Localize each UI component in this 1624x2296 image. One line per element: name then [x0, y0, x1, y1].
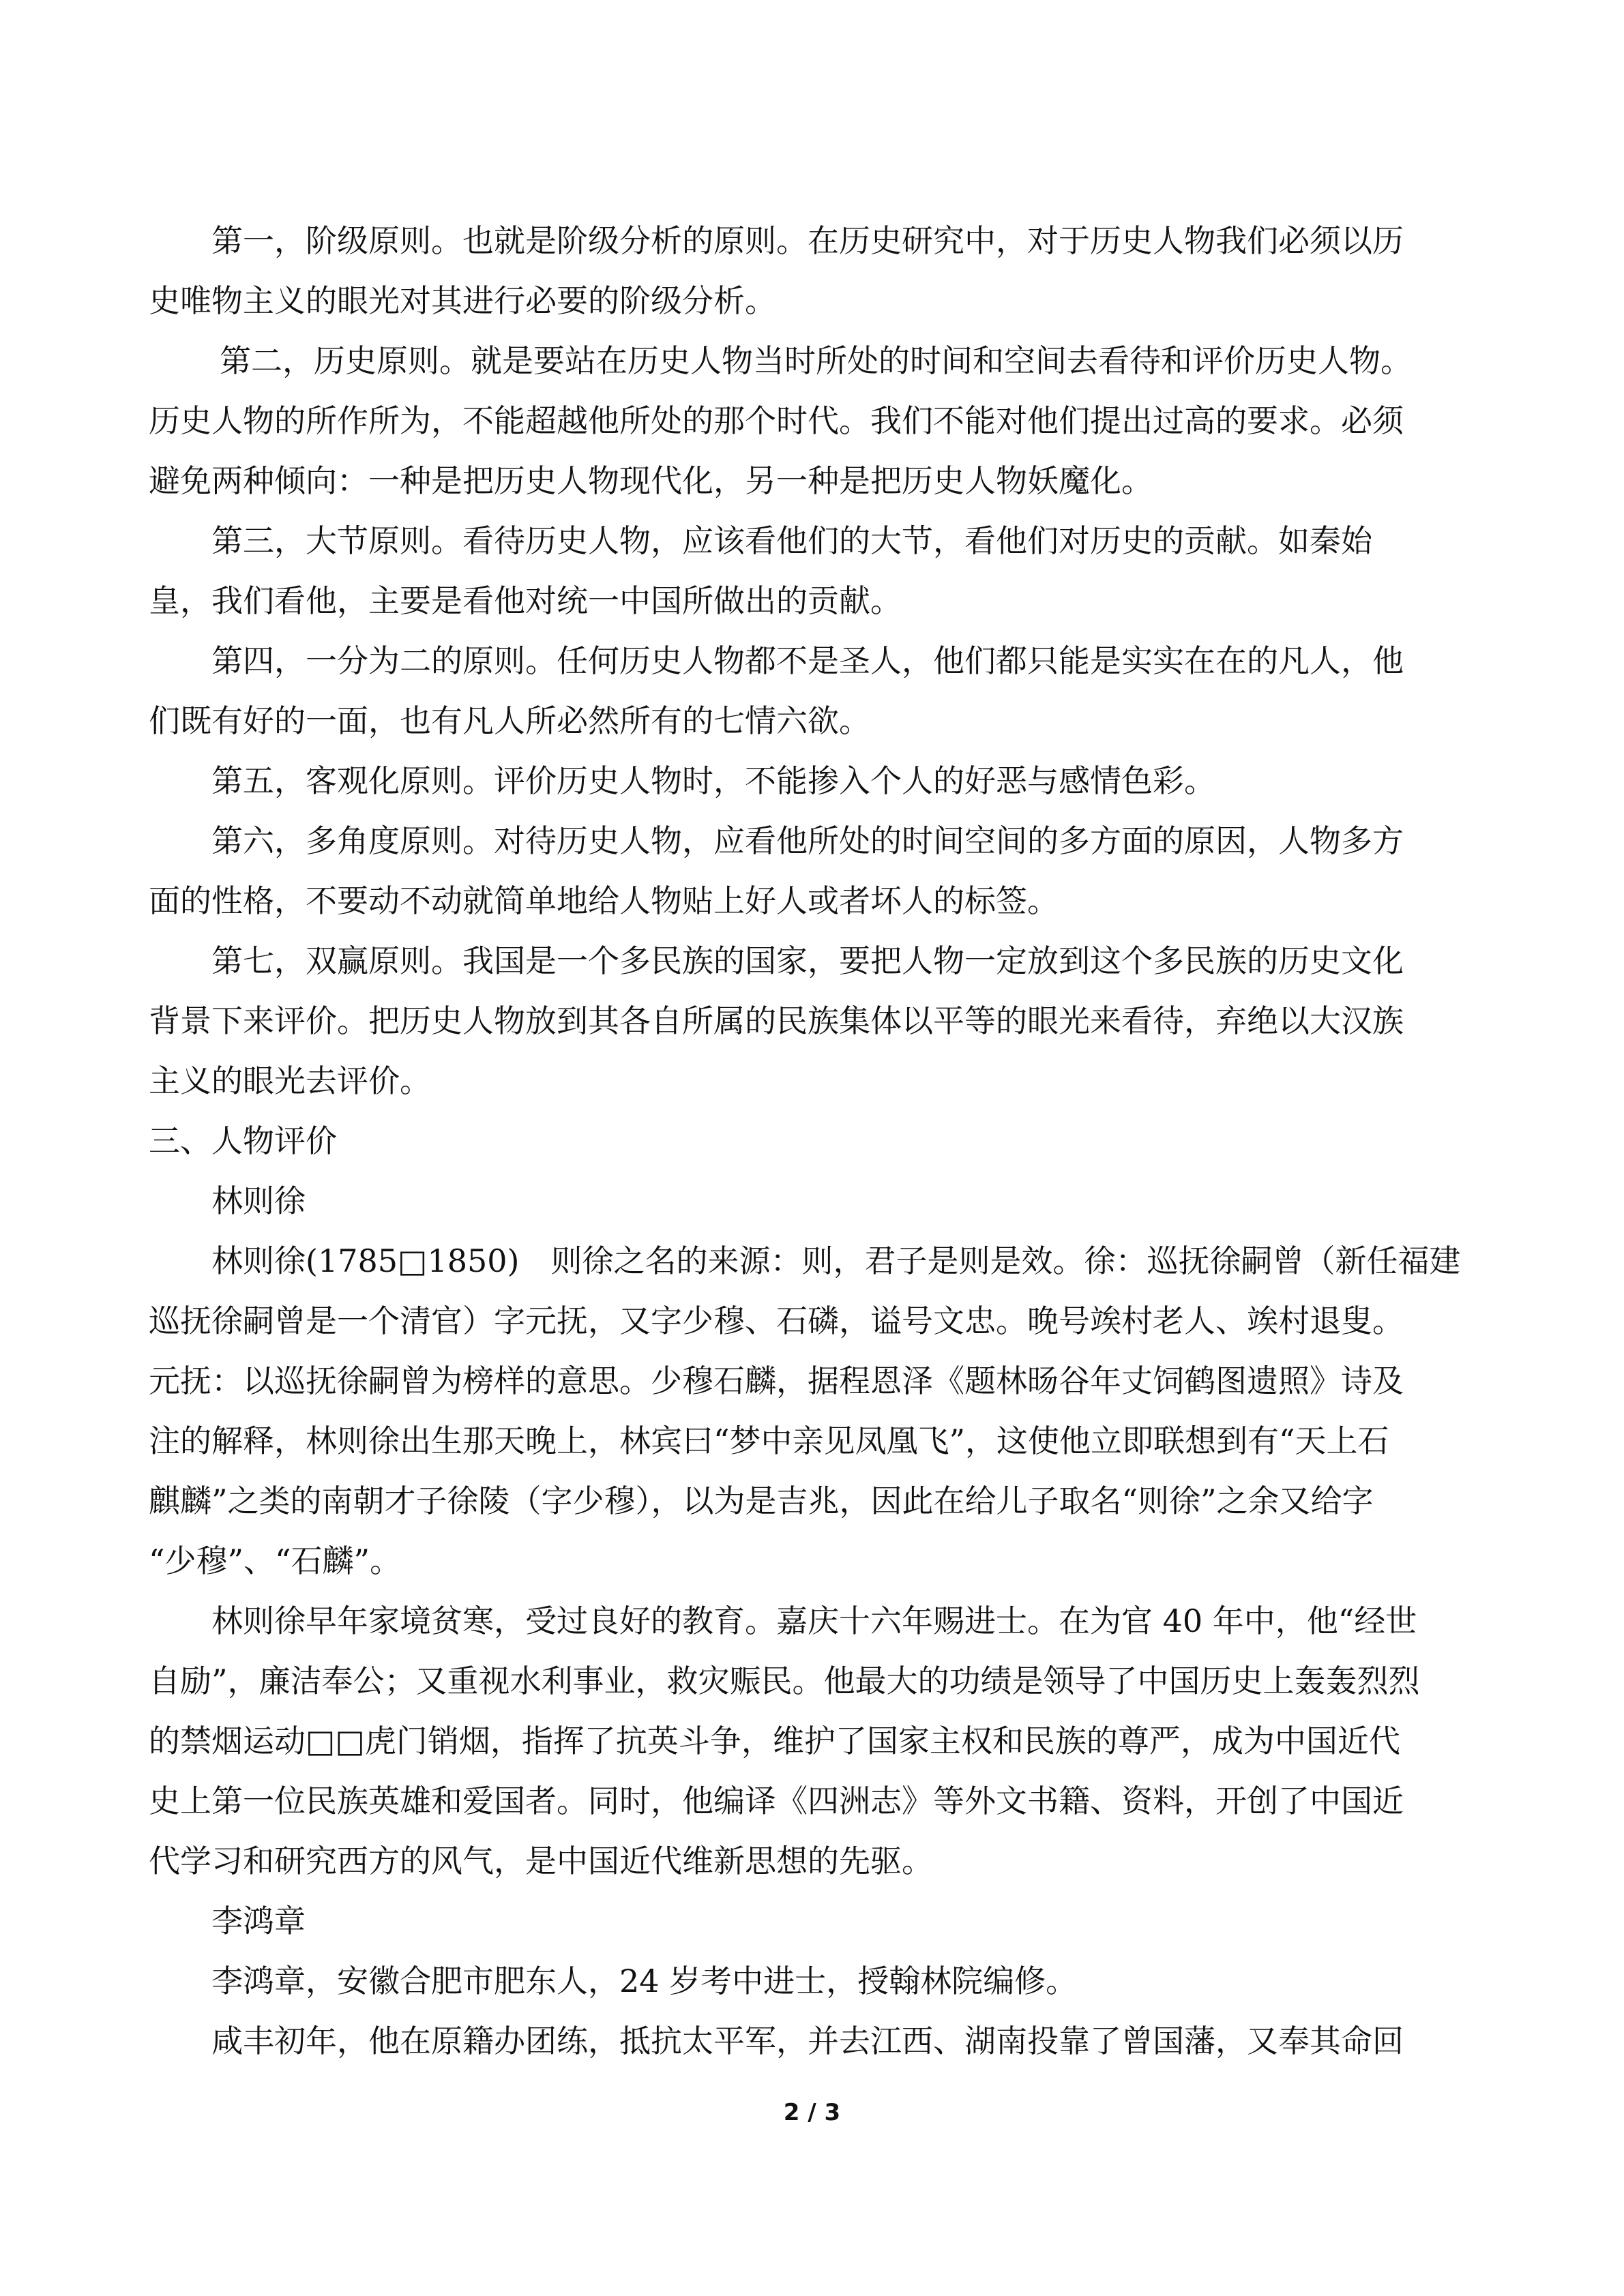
text-line-22: 麒麟”之类的南朝才子徐陵（字少穆），以为是吉兆，因此在给儿子取名“则徐”之余又给字 — [149, 1482, 1374, 1519]
page-number: 2 / 3 — [783, 2099, 841, 2126]
text-line-14: 背景下来评价。把历史人物放到其各自所属的民族集体以平等的眼光来看待，弃绝以大汉族 — [149, 1002, 1404, 1039]
text-line-2: 史唯物主义的眼光对其进行必要的阶级分析。 — [149, 282, 776, 319]
text-line-28: 代学习和研究西方的风气，是中国近代维新思想的先驱。 — [149, 1843, 933, 1879]
text-line-25: 自励”，廉洁奉公；又重视水利事业，救灾赈民。他最大的功绩是领导了中国历史上轰轰烈烈 — [149, 1663, 1420, 1699]
text-line-20: 元抚：以巡抚徐嗣曾为榜样的意思。少穆石麟，据程恩泽《题林旸谷年丈饲鹤图遗照》诗及 — [149, 1362, 1404, 1399]
text-line-1: 第一，阶级原则。也就是阶级分析的原则。在历史研究中，对于历史人物我们必须以历 — [211, 222, 1404, 259]
text-line-3: 第二，历史原则。就是要站在历史人物当时所处的时间和空间去看待和评价历史人物。 — [220, 342, 1412, 379]
text-line-19: 巡抚徐嗣曾是一个清官）字元抚，又字少穆、石磷，谥号文忠。晚号竢村老人、竢村退叟。 — [149, 1302, 1404, 1339]
text-line-21: 注的解释，林则徐出生那天晚上，林宾曰“梦中亲见凤凰飞”，这使他立即联想到有“天上石 — [149, 1422, 1389, 1459]
section-heading: 三、人物评价 — [149, 1122, 337, 1159]
text-line-30: 李鸿章，安徽合肥市肥东人，24 岁考中进士，授翰林院编修。 — [211, 1963, 1078, 1999]
text-line-13: 第七，双赢原则。我国是一个多民族的国家，要把人物一定放到这个多民族的历史文化 — [211, 942, 1404, 979]
text-line-4: 历史人物的所作所为，不能超越他所处的那个时代。我们不能对他们提出过高的要求。必须 — [149, 402, 1404, 439]
text-line-31: 咸丰初年，他在原籍办团练，抵抗太平军，并去江西、湖南投靠了曾国藩，又奉其命回 — [211, 2023, 1404, 2059]
text-line-23: “少穆”、“石麟”。 — [149, 1542, 402, 1579]
person-heading-lin-zexu: 林则徐 — [211, 1182, 306, 1219]
text-line-26: 的禁烟运动□□虎门销烟，指挥了抗英斗争，维护了国家主权和民族的尊严，成为中国近代 — [149, 1723, 1400, 1759]
text-line-27: 史上第一位民族英雄和爱国者。同时，他编译《四洲志》等外文书籍、资料，开创了中国近 — [149, 1783, 1404, 1819]
text-line-15: 主义的眼光去评价。 — [149, 1062, 431, 1099]
text-line-24: 林则徐早年家境贫寒，受过良好的教育。嘉庆十六年赐进士。在为官 40 年中，他“经世 — [211, 1602, 1417, 1639]
text-line-10: 第五，客观化原则。评价历史人物时，不能掺入个人的好恶与感情色彩。 — [211, 762, 1215, 799]
text-line-18: 林则徐(1785□1850) 则徐之名的来源：则，君子是则是效。徐：巡抚徐嗣曾（新任福建 — [211, 1242, 1461, 1279]
text-line-6: 第三，大节原则。看待历史人物，应该看他们的大节，看他们对历史的贡献。如秦始 — [211, 522, 1372, 559]
text-line-8: 第四，一分为二的原则。任何历史人物都不是圣人，他们都只能是实实在在的凡人，他 — [211, 642, 1404, 679]
text-line-7: 皇，我们看他，主要是看他对统一中国所做出的贡献。 — [149, 582, 902, 619]
text-line-11: 第六，多角度原则。对待历史人物，应看他所处的时间空间的多方面的原因，人物多方 — [211, 822, 1404, 859]
text-line-5: 避免两种倾向：一种是把历史人物现代化，另一种是把历史人物妖魔化。 — [149, 462, 1153, 499]
person-heading-li-hongzhang: 李鸿章 — [211, 1903, 306, 1939]
text-line-12: 面的性格，不要动不动就简单地给人物贴上好人或者坏人的标签。 — [149, 882, 1059, 919]
text-line-9: 们既有好的一面，也有凡人所必然所有的七情六欲。 — [149, 702, 870, 739]
